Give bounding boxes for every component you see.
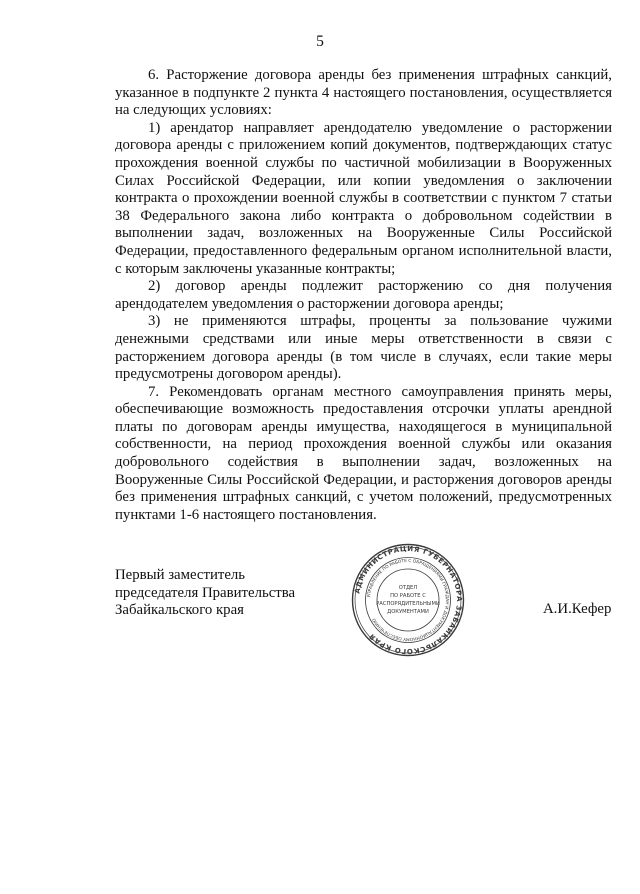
paragraph-6-item-2: 2) договор аренды подлежит расторжению со дня получения арендодателем уведомления о расторжении договора аренды; xyxy=(115,278,612,312)
stamp-seal-icon xyxy=(351,543,465,657)
signatory-name: А.И.Кефер xyxy=(543,601,612,617)
paragraph-6-item-3: 3) не применяются штрафы, проценты за пользование чужими денежными средствами или иные меры ответственности в связи с расторжением договора аренды (в том числе в случаях, если такие меры предусмотрены договором аренды). xyxy=(115,313,612,383)
stamp-center-line: ДОКУМЕНТАМИ xyxy=(387,609,429,615)
paragraph-6-item-1: 1) арендатор направляет арендодателю уведомление о расторжении договора аренды с приложением копий документов, подтверждающих статус прохождения военной службы по частичной мобилизации в Вооруженных Силах Российской Федерации, или копии уведомления о заключении контракта о прохождении военной службы в соответствии с пунктом 7 статьи 38 Федерального закона либо контракта о добровольном содействии в выполнении задач, возложенных на Вооруженные Силы Российской Федерации, предоставленного федеральным органом исполнительной власти, с которым заключены указанные контракты; xyxy=(115,119,612,277)
paragraph-6: 6. Расторжение договора аренды без применения штрафных санкций, указанное в подпункте 2 пункта 4 настоящего постановления, осуществляется на следующих условиях: xyxy=(115,67,612,119)
stamp-center-line: ПО РАБОТЕ С xyxy=(390,593,426,599)
stamp-center-line: ОТДЕЛ xyxy=(398,585,418,591)
document-body xyxy=(115,67,612,524)
paragraph-7: 7. Рекомендовать органам местного самоуправления принять меры, обеспечивающие возможность предоставления отсрочки уплаты арендной платы по договорам аренды имущества, находящегося в муниципальной собственности, на период прохождения военной службы или оказания добровольного содействия в выполнении задач, возложенных на Вооруженные Силы Российской Федерации, и расторжения договоров аренды без применения штрафных санкций, с учетом положений, предусмотренных пунктами 1-6 настоящего постановления. xyxy=(115,383,612,523)
page-number: 5 xyxy=(316,33,324,50)
signatory-title-line: Первый заместитель xyxy=(115,567,246,583)
stamp-center-line: РАСПОРЯДИТЕЛЬНЫМИ xyxy=(376,601,440,607)
signatory-title xyxy=(115,567,295,620)
signatory-title-line: Забайкальского края xyxy=(115,602,244,619)
official-stamp xyxy=(351,543,465,657)
signatory-title-line: председателя Правительства xyxy=(115,584,296,601)
stamp-outer-ring-text: АДМИНИСТРАЦИЯ ГУБЕРНАТОРА ЗАБАЙКАЛЬСКОГО КРАЯ xyxy=(353,544,464,656)
stamp-inner-ring-text: УПРАВЛЕНИЕ ПО РАБОТЕ С ОБРАЩЕНИЯМИ ГРАЖДАН И ДОКУМЕНТАЦИОННОМУ ОБЕСПЕЧЕНИЮ xyxy=(367,558,450,642)
